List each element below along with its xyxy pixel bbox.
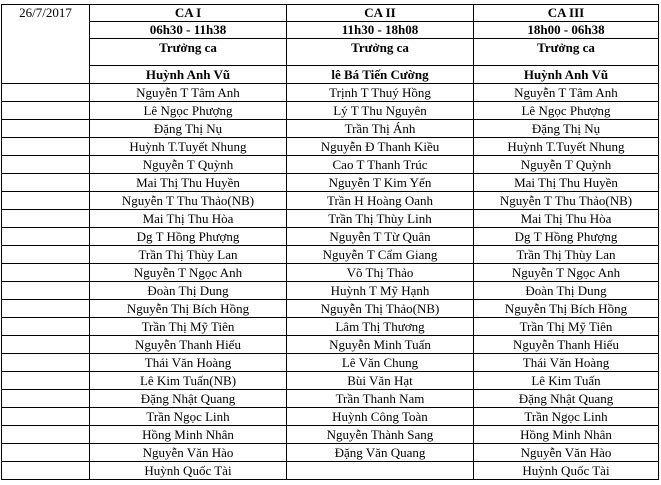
staff-cell-shift-1: Nguyễn T Quỳnh	[90, 156, 287, 174]
table-row	[2, 138, 659, 156]
date-column-cell	[2, 264, 90, 282]
staff-cell-shift-1: Hồng Minh Nhân	[90, 426, 287, 444]
staff-cell-shift-3: Thái Văn Hoàng	[474, 354, 659, 372]
staff-cell-shift-3: Đặng Nhật Quang	[474, 390, 659, 408]
date-column-cell	[2, 282, 90, 300]
staff-cell-shift-2: Nguyễn T Từ Quân	[287, 228, 474, 246]
staff-cell-shift-2: Đặng Văn Quang	[287, 444, 474, 462]
date-column-cell	[2, 372, 90, 390]
staff-cell-shift-2: Lê Văn Chung	[287, 354, 474, 372]
staff-cell-shift-1: Trần Ngọc Linh	[90, 408, 287, 426]
staff-cell-shift-2: Lý T Thu Nguyên	[287, 102, 474, 120]
staff-cell-shift-1: Mai Thị Thu Hòa	[90, 210, 287, 228]
date-column-cell	[2, 300, 90, 318]
header-row	[2, 5, 659, 22]
table-row	[2, 336, 659, 354]
date-column-cell	[2, 462, 90, 480]
staff-cell-shift-1: Mai Thị Thu Huyền	[90, 174, 287, 192]
staff-cell-shift-3: Trần Thị Thùy Lan	[474, 246, 659, 264]
table-row	[2, 120, 659, 138]
staff-cell-shift-1: Lê Kim Tuấn(NB)	[90, 372, 287, 390]
staff-cell-shift-3: Lê Kim Tuấn	[474, 372, 659, 390]
date-column-cell	[2, 210, 90, 228]
staff-cell-shift-3: Trần Ngọc Linh	[474, 408, 659, 426]
staff-cell-shift-1: Thái Văn Hoàng	[90, 354, 287, 372]
staff-cell-shift-1: Lê Ngọc Phượng	[90, 102, 287, 120]
table-row	[2, 156, 659, 174]
shift-2-lead-label: Trưởng ca	[287, 39, 474, 66]
date-column-cell	[2, 174, 90, 192]
staff-cell-shift-1: Nguyễn Thị Bích Hồng	[90, 300, 287, 318]
staff-cell-shift-3: Hồng Minh Nhân	[474, 426, 659, 444]
time-row	[2, 22, 659, 39]
shift-2-lead: lê Bá Tiến Cường	[287, 66, 474, 84]
lead-name-row	[2, 66, 659, 84]
staff-cell-shift-3: Nguyễn Văn Hào	[474, 444, 659, 462]
table-row	[2, 426, 659, 444]
staff-cell-shift-2: Nguyễn Thành Sang	[287, 426, 474, 444]
staff-cell-shift-3: Nguyễn Thanh Hiếu	[474, 336, 659, 354]
staff-cell-shift-1: Nguyễn T Tâm Anh	[90, 84, 287, 102]
date-column-cell	[2, 102, 90, 120]
shift-1-lead-label: Trưởng ca	[90, 39, 287, 66]
date-column-cell	[2, 390, 90, 408]
date-column-cell	[2, 354, 90, 372]
table-row	[2, 390, 659, 408]
staff-cell-shift-3: Nguyễn Thị Bích Hồng	[474, 300, 659, 318]
table-row	[2, 372, 659, 390]
shift-3-lead: Huỳnh Anh Vũ	[474, 66, 659, 84]
staff-cell-shift-3: Mai Thị Thu Hòa	[474, 210, 659, 228]
staff-cell-shift-3: Nguyễn T Ngọc Anh	[474, 264, 659, 282]
staff-cell-shift-2: Cao T Thanh Trúc	[287, 156, 474, 174]
staff-cell-shift-3: Huỳnh Quốc Tài	[474, 462, 659, 480]
staff-cell-shift-3: Nguyễn T Thu Thảo(NB)	[474, 192, 659, 210]
staff-cell-shift-1: Huỳnh T.Tuyết Nhung	[90, 138, 287, 156]
staff-cell-shift-3: Nguyễn T Quỳnh	[474, 156, 659, 174]
date-column-cell	[2, 192, 90, 210]
date-column-cell	[2, 444, 90, 462]
table-row	[2, 282, 659, 300]
staff-cell-shift-3: Huỳnh T.Tuyết Nhung	[474, 138, 659, 156]
staff-cell-shift-3: Dg T Hồng Phượng	[474, 228, 659, 246]
staff-cell-shift-3: Nguyễn T Tâm Anh	[474, 84, 659, 102]
staff-cell-shift-1: Nguyễn T Thu Thảo(NB)	[90, 192, 287, 210]
shift-3-name: CA III	[474, 5, 659, 22]
date-column-cell	[2, 426, 90, 444]
date-column-cell	[2, 84, 90, 102]
lead-label-row	[2, 39, 659, 66]
staff-cell-shift-2: Trịnh T Thuý Hồng	[287, 84, 474, 102]
staff-cell-shift-2: Nguyễn Minh Tuấn	[287, 336, 474, 354]
staff-cell-shift-1: Đặng Thị Nụ	[90, 120, 287, 138]
staff-cell-shift-2: Nguyễn Thị Thảo(NB)	[287, 300, 474, 318]
date-column-cell	[2, 408, 90, 426]
shift-1-lead: Huỳnh Anh Vũ	[90, 66, 287, 84]
table-row	[2, 444, 659, 462]
shift-1-name: CA I	[90, 5, 287, 22]
shift-schedule-sheet	[1, 4, 658, 480]
staff-cell-shift-2: Trần Thanh Nam	[287, 390, 474, 408]
table-row	[2, 84, 659, 102]
table-row	[2, 228, 659, 246]
staff-cell-shift-3: Đặng Thị Nụ	[474, 120, 659, 138]
table-row	[2, 192, 659, 210]
table-row	[2, 408, 659, 426]
table-row	[2, 246, 659, 264]
date-column-cell	[2, 246, 90, 264]
staff-cell-shift-2: Bùi Văn Hạt	[287, 372, 474, 390]
staff-cell-shift-2: Võ Thị Thảo	[287, 264, 474, 282]
staff-cell-shift-3: Mai Thị Thu Huyền	[474, 174, 659, 192]
table-row	[2, 264, 659, 282]
shift-2-name: CA II	[287, 5, 474, 22]
table-row	[2, 300, 659, 318]
table-row	[2, 354, 659, 372]
staff-cell-shift-2: Trần Thị Ánh	[287, 120, 474, 138]
date-column-cell	[2, 318, 90, 336]
staff-cell-shift-1: Trần Thị Mỹ Tiên	[90, 318, 287, 336]
staff-cell-shift-1: Đoàn Thị Dung	[90, 282, 287, 300]
staff-cell-shift-1: Huỳnh Quốc Tài	[90, 462, 287, 480]
staff-cell-shift-1: Nguyễn T Ngọc Anh	[90, 264, 287, 282]
date-column-cell	[2, 336, 90, 354]
date-column-cell	[2, 156, 90, 174]
date-column-cell	[2, 228, 90, 246]
table-row	[2, 102, 659, 120]
staff-cell-shift-2: Nguyễn T Cẩm Giang	[287, 246, 474, 264]
shift-3-lead-label: Trưởng ca	[474, 39, 659, 66]
table-row	[2, 318, 659, 336]
staff-cell-shift-2: Trần Thị Thùy Linh	[287, 210, 474, 228]
table-row	[2, 462, 659, 480]
shift-1-time: 06h30 - 11h38	[90, 22, 287, 39]
staff-cell-shift-1: Đặng Nhật Quang	[90, 390, 287, 408]
staff-cell-shift-1: Nguyễn Văn Hào	[90, 444, 287, 462]
shift-3-time: 18h00 - 06h38	[474, 22, 659, 39]
staff-cell-shift-2: Huỳnh T Mỹ Hạnh	[287, 282, 474, 300]
table-row	[2, 174, 659, 192]
shift-2-time: 11h30 - 18h08	[287, 22, 474, 39]
date-column-cell	[2, 138, 90, 156]
staff-cell-shift-3: Trần Thị Mỹ Tiên	[474, 318, 659, 336]
staff-cell-shift-3: Lê Ngọc Phượng	[474, 102, 659, 120]
staff-cell-shift-2: Trần H Hoàng Oanh	[287, 192, 474, 210]
staff-cell-shift-3: Đoàn Thị Dung	[474, 282, 659, 300]
staff-cell-shift-2	[287, 462, 474, 480]
staff-cell-shift-2: Nguyễn Đ Thanh Kiều	[287, 138, 474, 156]
date-cell: 26/7/2017	[2, 5, 90, 84]
staff-cell-shift-1: Dg T Hồng Phượng	[90, 228, 287, 246]
staff-cell-shift-1: Nguyễn Thanh Hiếu	[90, 336, 287, 354]
staff-cell-shift-2: Lâm Thị Thương	[287, 318, 474, 336]
staff-cell-shift-1: Trần Thị Thùy Lan	[90, 246, 287, 264]
staff-cell-shift-2: Huỳnh Công Toàn	[287, 408, 474, 426]
date-column-cell	[2, 120, 90, 138]
shift-schedule-table	[1, 4, 659, 480]
staff-cell-shift-2: Nguyễn T Kim Yến	[287, 174, 474, 192]
table-row	[2, 210, 659, 228]
